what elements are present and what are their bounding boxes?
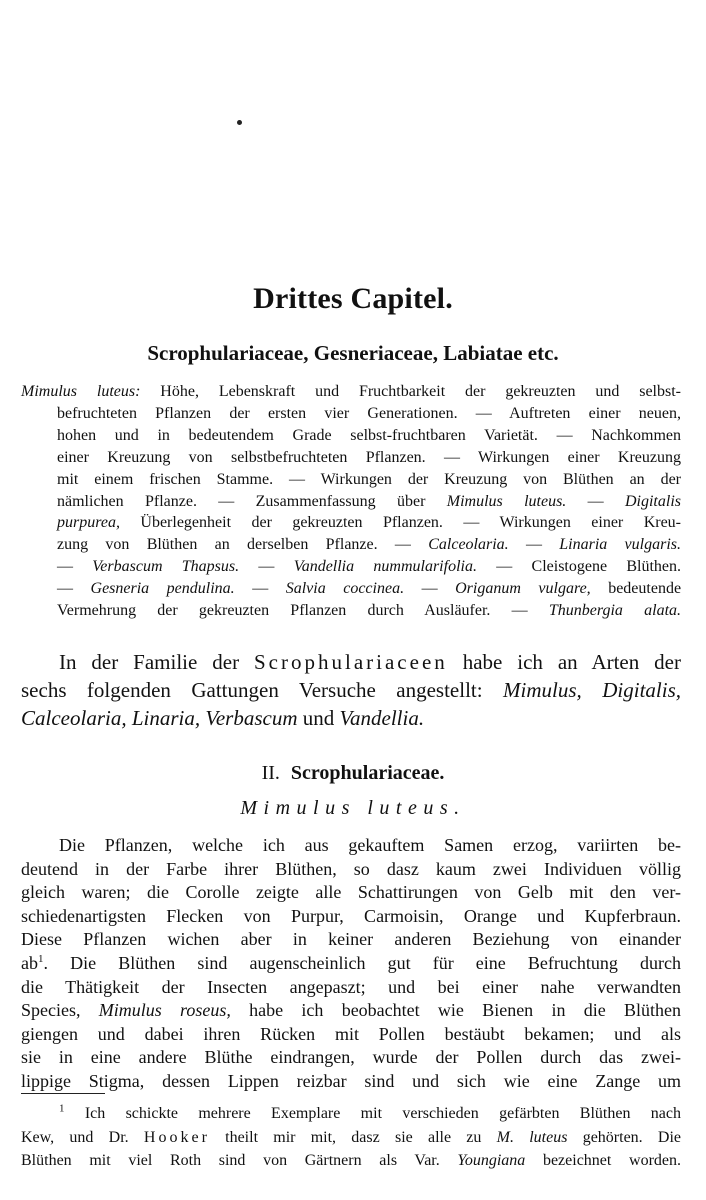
italic-text: Vandellia.: [339, 706, 425, 730]
text-run: —: [239, 558, 294, 576]
italic-text: M. luteus: [496, 1128, 568, 1146]
summary-line: [21, 425, 681, 447]
body-line: [21, 976, 681, 1000]
summary-line: [21, 578, 681, 600]
summary-line: [21, 447, 681, 469]
text-run: sechs folgenden Gattungen Versuche angestellt:: [21, 678, 504, 702]
text-run: Überlegenheit der gekreuzten Pflanzen. — Wirkungen einer Kreu-: [119, 514, 681, 532]
footnote-marker: 1: [38, 952, 44, 965]
body-line: [21, 905, 681, 929]
text-run: Scrophulariaceen: [254, 650, 448, 674]
italic-text: Youngiana: [457, 1152, 526, 1169]
text-run: Die Pflanzen, welche ich aus gekauftem Samen erzog, variirten be-: [59, 835, 681, 855]
body-line: [21, 881, 681, 905]
footnote-marker: 1: [59, 1102, 65, 1115]
text-run: —: [234, 580, 286, 598]
intro-paragraph: [21, 648, 681, 732]
italic-text: Origanum vulgare,: [455, 580, 591, 598]
text-run: Kew, und Dr.: [21, 1128, 144, 1146]
summary-line: [21, 403, 681, 425]
text-run: habe ich beobachtet wie Bienen in die Blüthen: [230, 1000, 682, 1021]
text-run: Vermehrung der gekreuzten Pflanzen durch Ausläufer. —: [57, 602, 549, 620]
text-run: gleich waren; die Corolle zeigte alle Schattirungen von Gelb mit den ver-: [21, 882, 681, 903]
italic-text: Digitalis: [624, 492, 681, 510]
body-line: [21, 952, 681, 976]
chapter-summary: [21, 381, 681, 622]
text-run: In der Familie der: [59, 650, 254, 674]
italic-text: Mimulus luteus.: [446, 492, 567, 510]
footnote-line: [21, 1102, 681, 1126]
summary-line: [21, 512, 681, 534]
italic-text: Vandellia nummularifolia.: [293, 558, 477, 576]
intro-line: [21, 648, 681, 676]
italic-text: Mimulus, Digitalis,: [503, 678, 681, 702]
text-run: —: [508, 536, 560, 554]
body-paragraph: [21, 834, 681, 1094]
italic-text: purpurea,: [57, 514, 120, 532]
text-run: deutend in der Farbe ihrer Blüthen, so dasz kaum zwei Individuen völlig: [21, 858, 681, 879]
text-run: Diese Pflanzen wichen aber in keiner anderen Beziehung von einander: [21, 929, 681, 950]
italic-text: Mimulus roseus,: [98, 1000, 231, 1021]
text-run: bezeichnet worden.: [525, 1152, 682, 1169]
text-run: ab: [21, 952, 38, 973]
body-line: [21, 1023, 681, 1047]
text-run: —: [57, 558, 93, 576]
intro-line: [21, 676, 681, 704]
text-run: bedeutende: [590, 580, 682, 598]
italic-text: Calceolaria, Linaria, Verbascum: [21, 706, 298, 730]
italic-text: Thunbergia alata.: [548, 602, 682, 620]
text-run: mit einem frischen Stamme. — Wirkungen der Kreuzung von Blüthen an der: [57, 470, 681, 488]
text-run: theilt mir mit, dasz sie alle zu: [209, 1128, 497, 1146]
text-run: — Cleistogene Blüthen.: [476, 558, 682, 576]
body-line: [21, 858, 681, 882]
text-run: und: [297, 706, 340, 730]
text-run: zung von Blüthen an derselben Pflanze. —: [57, 536, 429, 554]
text-run: die Thätigkeit der Insecten angepaszt; und bei einer nahe verwandten: [21, 976, 681, 997]
text-run: . Die Blüthen sind augenscheinlich gut für eine Befruchtung durch: [43, 952, 681, 973]
chapter-title: Drittes Capitel.: [253, 282, 453, 315]
section-number: II.: [261, 762, 280, 784]
summary-line: [21, 600, 681, 622]
body-line: [21, 928, 681, 952]
text-run: Höhe, Lebenskraft und Fruchtbarkeit der gekreuzten und selbst-: [140, 383, 682, 400]
text-run: befruchteten Pflanzen der ersten vier Generationen. — Auftreten einer neuen,: [57, 404, 681, 422]
text-run: gehörten. Die: [567, 1128, 682, 1146]
italic-text: Linaria vulgaris.: [559, 536, 682, 554]
summary-line: [21, 469, 681, 491]
text-run: Blüthen mit viel Roth sind von Gärtnern als Var.: [21, 1152, 458, 1169]
intro-line: [21, 704, 681, 732]
footnote-rule: [21, 1093, 105, 1094]
text-run: —: [57, 580, 91, 598]
body-line: [21, 999, 681, 1023]
text-run: nämlichen Pflanze. — Zusammenfassung über: [57, 492, 447, 510]
italic-text: Calceolaria.: [428, 536, 509, 554]
footnote: [21, 1102, 681, 1173]
text-run: giengen und dabei ihren Rücken mit Pollen bestäubt bekamen; und als: [21, 1023, 681, 1044]
section-heading: [0, 762, 706, 785]
italic-text: Gesneria pendulina.: [90, 580, 235, 598]
body-line: [21, 1046, 681, 1070]
text-run: —: [404, 580, 456, 598]
italic-text: Verbascum Thapsus.: [92, 558, 240, 576]
text-run: schiedenartigsten Flecken von Purpur, Carmoisin, Orange und Kupferbraun.: [21, 905, 681, 926]
summary-line: [21, 381, 681, 403]
text-run: sie in eine andere Blüthe eindrangen, wurde der Pollen durch das zwei-: [21, 1047, 681, 1068]
text-run: Ich schickte mehrere Exemplare mit verschieden gefärbten Blüthen nach: [64, 1105, 681, 1122]
text-run: hohen und in bedeutendem Grade selbst-fruchtbaren Varietät. — Nachkommen: [57, 426, 681, 444]
summary-line: [21, 491, 681, 513]
summary-line: [21, 534, 681, 556]
body-line: [21, 1070, 681, 1094]
ink-speck: [237, 120, 242, 125]
chapter-subtitle: Scrophulariaceae, Gesneriaceae, Labiatae etc.: [147, 341, 559, 365]
footnote-line: [21, 1149, 681, 1173]
text-run: lippige Stigma, dessen Lippen reizbar sind und sich wie eine Zange um: [21, 1070, 681, 1091]
summary-line: [21, 556, 681, 578]
italic-text: Mimulus luteus:: [21, 383, 141, 400]
text-run: Hooker: [143, 1128, 210, 1146]
body-line: [21, 834, 681, 858]
section-name: Scrophulariaceae.: [290, 762, 445, 784]
footnote-line: [21, 1126, 681, 1150]
text-run: habe ich an Arten der: [447, 650, 681, 674]
text-run: einer Kreuzung von selbstbefruchteten Pflanzen. — Wirkungen einer Kreuzung: [57, 448, 681, 466]
text-run: —: [566, 492, 625, 510]
text-run: Species,: [21, 1000, 99, 1021]
species-heading: Mimulus luteus.: [240, 797, 466, 819]
italic-text: Salvia coccinea.: [285, 580, 405, 598]
